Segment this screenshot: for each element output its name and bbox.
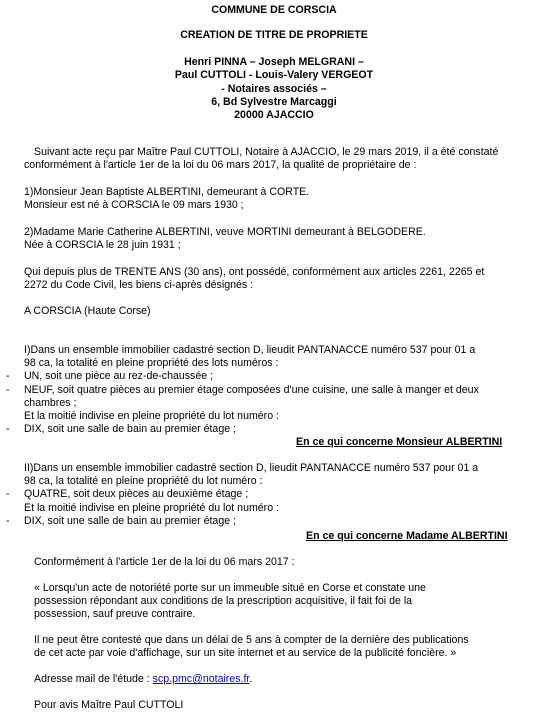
possession-line: Qui depuis plus de TRENTE ANS (30 ans), ont possédé, conformément aux articles 2261, 2265 et bbox=[24, 266, 485, 278]
section2-block bbox=[6, 462, 526, 528]
section2-line: 98 ca, la totalité en pleine propriété du lot numéro : bbox=[24, 475, 263, 488]
intro-line: Suivant acte reçu par Maître Paul CUTTOLI, Notaire à AJACCIO, le 29 mars 2019, il a été constaté bbox=[34, 146, 499, 158]
quote2-line: Il ne peut être contesté que dans un délai de 5 ans à compter de la dernière des publications bbox=[34, 634, 469, 646]
notaires-line: 20000 AJACCIO bbox=[234, 109, 314, 122]
intro-paragraph bbox=[24, 146, 534, 172]
list-item: - NEUF, soit quatre pièces au premier étage composées d'une cuisine, une salle à manger et deux bbox=[6, 383, 479, 396]
notaires-block bbox=[0, 56, 548, 122]
concerne-monsieur: En ce qui concerne Monsieur ALBERTINI bbox=[296, 436, 503, 448]
email-label: Adresse mail de l'étude : bbox=[34, 673, 150, 685]
notaires-line: Henri PINNA – Joseph MELGRANI – bbox=[184, 56, 364, 68]
owner1-line: 1)Monsieur Jean Baptiste ALBERTINI, demeurant à CORTE. bbox=[24, 186, 310, 198]
possession-paragraph bbox=[24, 266, 524, 292]
quote1-line: possession répondant aux conditions de la prescription acquisitive, il fait foi de la bbox=[34, 595, 413, 608]
section1-line: I)Dans un ensemble immobilier cadastré section D, lieudit PANTANACCE numéro 537 pour 01 a bbox=[24, 344, 476, 356]
location-line: A CORSCIA (Haute Corse) bbox=[24, 305, 151, 317]
email-line: Adresse mail de l'étude : scp.pmc@notaires.fr. bbox=[34, 673, 253, 685]
owner2-paragraph bbox=[24, 226, 524, 252]
list-item: - QUATRE, soit deux pièces au deuxième étage ; bbox=[6, 488, 249, 501]
quote1-line: « Lorsqu'un acte de notoriété porte sur un immeuble situé en Corse et constate une bbox=[34, 582, 426, 594]
quote1-line: possession, sauf preuve contraire. bbox=[34, 608, 196, 621]
notaires-line: - Notaires associés – bbox=[221, 82, 327, 95]
owner2-line: 2)Madame Marie Catherine ALBERTINI, veuve MORTINI demeurant à BELGODERE. bbox=[24, 226, 426, 238]
section1-line: 98 ca, la totalité en pleine propriété des lots numéros : bbox=[24, 357, 279, 370]
quote1-paragraph bbox=[34, 582, 534, 622]
list-item: - UN, soit une pièce au rez-de-chaussée ; bbox=[6, 370, 214, 383]
section1-block bbox=[6, 344, 526, 436]
list-item: Et la moitié indivise en pleine propriété du lot numéro : bbox=[24, 501, 279, 514]
possession-line: 2272 du Code Civil, les biens ci-après désignés : bbox=[24, 279, 254, 292]
commune-heading: COMMUNE DE CORSCIA bbox=[211, 4, 337, 16]
list-item: chambres ; bbox=[24, 396, 77, 409]
quote2-line: de cet acte par voie d'affichage, sur un site internet et au service de la publicité foncière. » bbox=[34, 647, 457, 660]
intro-line: conformément à l'article 1er de la loi du 06 mars 2017, la qualité de propriétaire de : bbox=[24, 159, 417, 172]
owner1-paragraph bbox=[24, 186, 524, 212]
concerne-madame: En ce qui concerne Madame ALBERTINI bbox=[306, 530, 508, 542]
signature-line: Pour avis Maître Paul CUTTOLI bbox=[34, 699, 184, 711]
section2-line: II)Dans un ensemble immobilier cadastré section D, lieudit PANTANACCE numéro 537 pour 01 a bbox=[24, 462, 479, 474]
list-item: - DIX, soit une salle de bain au premier étage ; bbox=[6, 514, 236, 527]
notaires-line: Paul CUTTOLI - Louis-Valery VERGEOT bbox=[174, 69, 374, 82]
notaires-line: 6, Bd Sylvestre Marcaggi bbox=[211, 95, 337, 108]
email-link[interactable]: scp.pmc@notaires.fr bbox=[152, 673, 250, 685]
owner2-line: Née à CORSCIA le 28 juin 1931 ; bbox=[24, 239, 181, 252]
document-title: CREATION DE TITRE DE PROPRIETE bbox=[180, 29, 368, 41]
list-item: - DIX, soit une salle de bain au premier étage ; bbox=[6, 423, 236, 436]
owner1-line: Monsieur est né à CORSCIA le 09 mars 1930 ; bbox=[24, 199, 244, 212]
quote2-paragraph bbox=[34, 634, 534, 660]
list-item: Et la moitié indivise en pleine propriété du lot numéro : bbox=[24, 410, 279, 423]
conformement-line: Conformément à l'article 1er de la loi du 06 mars 2017 : bbox=[34, 556, 295, 568]
